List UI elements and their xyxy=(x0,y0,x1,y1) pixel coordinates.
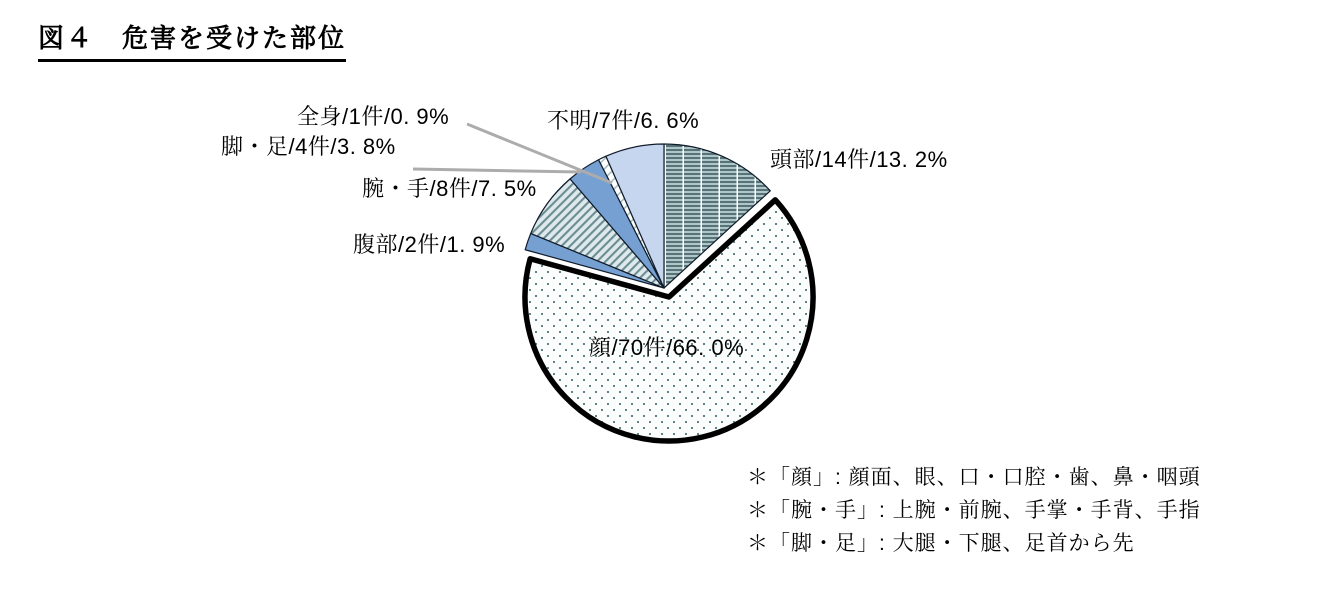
footnote-ashi: ＊「脚・足」: 大腿・下腿、足首から先 xyxy=(747,532,1135,555)
slice-label-zenshin: 全身/1件/0. 9% xyxy=(297,104,450,129)
chart-title: 図４ 危害を受けた部位 xyxy=(38,18,346,62)
leader-line-ashi xyxy=(413,169,581,172)
pie-slices xyxy=(525,144,813,441)
slice-label-ude: 腕・手/8件/7. 5% xyxy=(362,176,537,201)
slice-label-fumei: 不明/7件/6. 6% xyxy=(547,108,700,133)
slice-label-ashi: 脚・足/4件/3. 8% xyxy=(221,134,396,159)
slice-label-kao: 顔/70件/66. 0% xyxy=(589,335,745,360)
footnote-ude: ＊「腕・手」: 上腕・前腕、手掌・手背、手指 xyxy=(747,499,1201,522)
slice-label-tobu: 頭部/14件/13. 2% xyxy=(770,147,948,172)
slice-label-fukubu: 腹部/2件/1. 9% xyxy=(353,232,506,257)
footnote-kao: ＊「顔」: 顔面、眼、口・口腔・歯、鼻・咽頭 xyxy=(747,466,1201,489)
